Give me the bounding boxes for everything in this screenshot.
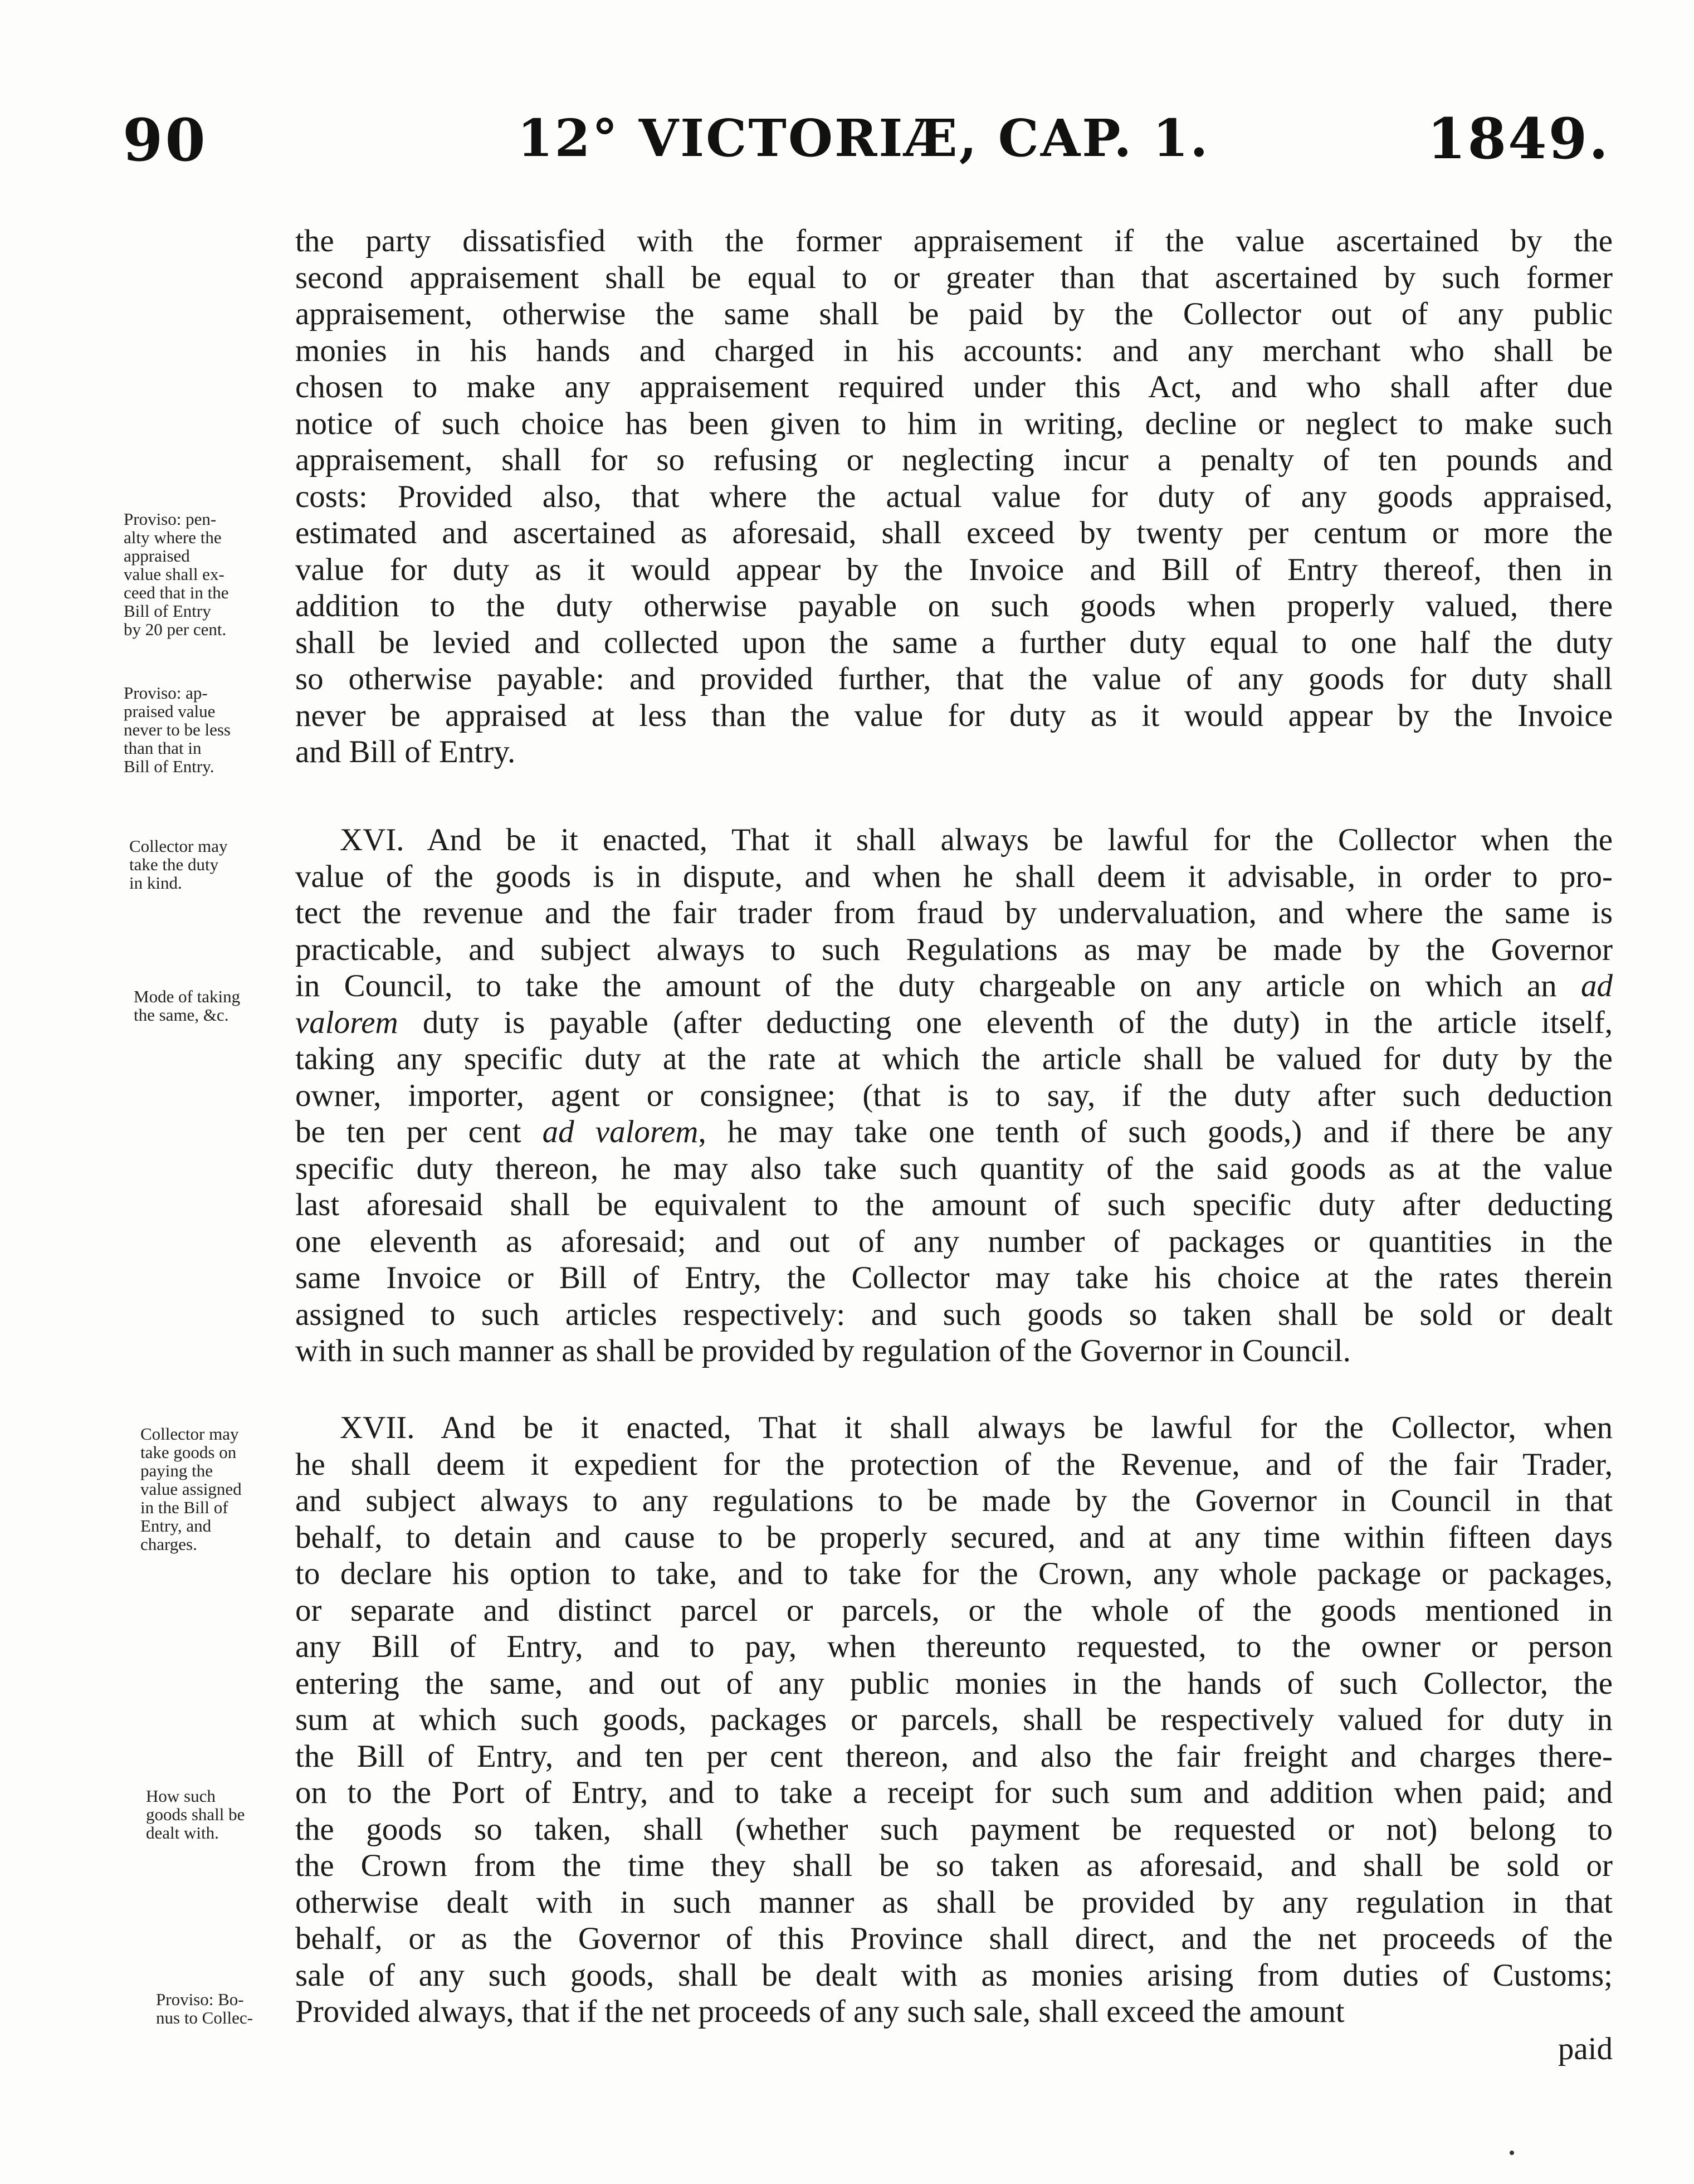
margin-note-line: nus to Collec-: [156, 2008, 253, 2027]
text-line: on to the Port of Entry, and to take a receipt for such sum and addition when paid; and: [295, 1775, 1613, 1810]
text-line: entering the same, and out of any public monies in the hands of such Collector, the: [295, 1665, 1613, 1701]
text-line: value of the goods is in dispute, and when he shall deem it advisable, in order to pro-: [295, 859, 1613, 894]
margin-note-line: paying the: [140, 1461, 213, 1480]
margin-note-line: praised value: [124, 701, 216, 721]
text-line: appraisement, shall for so refusing or neglecting incur a penalty of ten pounds and: [295, 442, 1613, 477]
text-line: last aforesaid shall be equivalent to the amount of such specific duty after deducting: [295, 1187, 1613, 1222]
margin-note-line: in kind.: [129, 873, 182, 893]
text-line: in Council, to take the amount of the duty chargeable on any article on which an ad: [295, 968, 1613, 1003]
margin-note-line: take goods on: [140, 1442, 237, 1462]
margin-note-line: Proviso: ap-: [124, 683, 208, 703]
margin-note-line: value assigned: [140, 1479, 242, 1499]
year: 1849.: [1427, 106, 1610, 172]
text-line: behalf, to detain and cause to be properly secured, and at any time within fifteen days: [295, 1519, 1613, 1555]
text-line: Provided always, that if the net proceeds of any such sale, shall exceed the amount: [295, 1994, 1345, 2029]
printer-mark: [1510, 2151, 1514, 2155]
margin-note-line: Collector may: [140, 1424, 239, 1444]
margin-note-proviso-bonus: [156, 1990, 253, 2027]
text-line: estimated and ascertained as aforesaid, shall exceed by twenty per centum or more the: [295, 515, 1613, 550]
text-line: assigned to such articles respectively: and such goods so taken shall be sold or dealt: [295, 1296, 1613, 1332]
text-line: monies in his hands and charged in his accounts: and any merchant who shall be: [295, 333, 1613, 368]
margin-note-collector-duty-in-kind: [129, 837, 227, 892]
text-line: costs: Provided also, that where the actual value for duty of any goods appraised,: [295, 479, 1613, 514]
text-line: value for duty as it would appear by the Invoice and Bill of Entry thereof, then in: [295, 552, 1613, 587]
margin-note-line: never to be less: [124, 720, 231, 739]
margin-note-line: Collector may: [129, 836, 228, 856]
text-line: XVI. And be it enacted, That it shall always be lawful for the Collector when the: [340, 822, 1613, 857]
text-line: sale of any such goods, shall be dealt with as monies arising from duties of Customs;: [295, 1957, 1613, 1993]
text-line: he shall deem it expedient for the protection of the Revenue, and of the fair Trader,: [295, 1446, 1613, 1482]
margin-note-proviso-appraised: [124, 684, 231, 776]
text-line: second appraisement shall be equal to or greater than that ascertained by such former: [295, 260, 1613, 295]
text-line: to declare his option to take, and to take for the Crown, any whole package or packages,: [295, 1556, 1613, 1591]
text-line: practicable, and subject always to such Regulations as may be made by the Governor: [295, 932, 1613, 967]
margin-note-line: Bill of Entry: [124, 601, 211, 621]
section-xvi: [295, 822, 1613, 1369]
margin-note-collector-take-goods: [140, 1425, 242, 1553]
text-line: the Crown from the time they shall be so taken as aforesaid, and shall be sold or: [295, 1848, 1613, 1883]
margin-note-line: the same, &c.: [134, 1005, 229, 1025]
paragraph-continuation: [295, 223, 1613, 771]
text-line: taking any specific duty at the rate at which the article shall be valued for duty by the: [295, 1041, 1613, 1076]
catchword: paid: [1558, 2031, 1613, 2066]
text-line: shall be levied and collected upon the same a further duty equal to one half the duty: [295, 625, 1613, 660]
text-line: owner, importer, agent or consignee; (that is to say, if the duty after such deduction: [295, 1078, 1613, 1113]
text-line: otherwise dealt with in such manner as shall be provided by any regulation in that: [295, 1884, 1613, 1920]
text-line: the goods so taken, shall (whether such payment be requested or not) belong to: [295, 1811, 1613, 1847]
margin-note-proviso-penalty: [124, 510, 229, 638]
margin-note-line: charges.: [140, 1534, 197, 1554]
text-line: XVII. And be it enacted, That it shall always be lawful for the Collector, when: [340, 1410, 1613, 1445]
margin-note-line: Mode of taking: [134, 987, 241, 1006]
margin-note-line: dealt with.: [146, 1823, 219, 1842]
text-line: or separate and distinct parcel or parcels, or the whole of the goods mentioned in: [295, 1592, 1613, 1628]
text-line: the party dissatisfied with the former appraisement if the value ascertained by the: [295, 223, 1613, 259]
text-line: be ten per cent ad valorem, he may take one tenth of such goods,) and if there be any: [295, 1114, 1613, 1149]
text-line: any Bill of Entry, and to pay, when thereunto requested, to the owner or person: [295, 1629, 1613, 1664]
section-xvii: [295, 1410, 1613, 2030]
margin-note-line: take the duty: [129, 855, 219, 874]
margin-note-line: Proviso: pen-: [124, 509, 217, 529]
text-line: appraisement, otherwise the same shall be paid by the Collector out of any public: [295, 296, 1613, 332]
text-line: never be appraised at less than the value for duty as it would appear by the Invoice: [295, 698, 1613, 733]
text-line: valorem duty is payable (after deducting one eleventh of the duty) in the article itself,: [295, 1005, 1613, 1040]
margin-note-line: appraised: [124, 546, 190, 566]
text-line: and subject always to any regulations to be made by the Governor in Council in that: [295, 1483, 1613, 1518]
text-line: behalf, or as the Governor of this Province shall direct, and the net proceeds of the: [295, 1921, 1613, 1956]
margin-note-line: alty where the: [124, 528, 222, 547]
text-line: same Invoice or Bill of Entry, the Collector may take his choice at the rates therein: [295, 1260, 1613, 1295]
text-line: tect the revenue and the fair trader from fraud by undervaluation, and where the same is: [295, 895, 1613, 930]
text-line: one eleventh as aforesaid; and out of any number of packages or quantities in the: [295, 1223, 1613, 1259]
text-line: specific duty thereon, he may also take such quantity of the said goods as at the value: [295, 1150, 1613, 1186]
margin-note-line: than that in: [124, 738, 202, 758]
text-line: the Bill of Entry, and ten per cent thereon, and also the fair freight and charges there-: [295, 1738, 1613, 1774]
margin-note-line: ceed that in the: [124, 583, 229, 602]
margin-note-mode-of-taking: [134, 987, 240, 1024]
margin-note-how-dealt-with: [146, 1787, 245, 1842]
running-head: [117, 106, 1610, 184]
margin-note-line: Proviso: Bo-: [156, 1990, 244, 2009]
margin-note-line: Entry, and: [140, 1516, 212, 1535]
catchword-container: [295, 2031, 1613, 2068]
page-number: 90: [123, 106, 208, 174]
chapter-title: 12° VICTORIÆ, CAP. 1.: [517, 108, 1210, 168]
margin-note-line: How such: [146, 1786, 216, 1806]
margin-note-line: in the Bill of: [140, 1498, 228, 1517]
text-line: with in such manner as shall be provided by regulation of the Governor in Council.: [295, 1333, 1351, 1368]
margin-note-line: value shall ex-: [124, 564, 224, 584]
margin-note-line: by 20 per cent.: [124, 620, 227, 639]
margin-note-line: Bill of Entry.: [124, 757, 214, 776]
text-line: so otherwise payable: and provided further, that the value of any goods for duty shall: [295, 661, 1613, 696]
text-line: addition to the duty otherwise payable on such goods when properly valued, there: [295, 588, 1613, 623]
margin-note-line: goods shall be: [146, 1805, 245, 1824]
text-line: chosen to make any appraisement required under this Act, and who shall after due: [295, 369, 1613, 404]
text-line: and Bill of Entry.: [295, 734, 516, 769]
text-line: sum at which such goods, packages or parcels, shall be respectively valued for duty in: [295, 1702, 1613, 1737]
text-line: notice of such choice has been given to him in writing, decline or neglect to make such: [295, 406, 1613, 441]
